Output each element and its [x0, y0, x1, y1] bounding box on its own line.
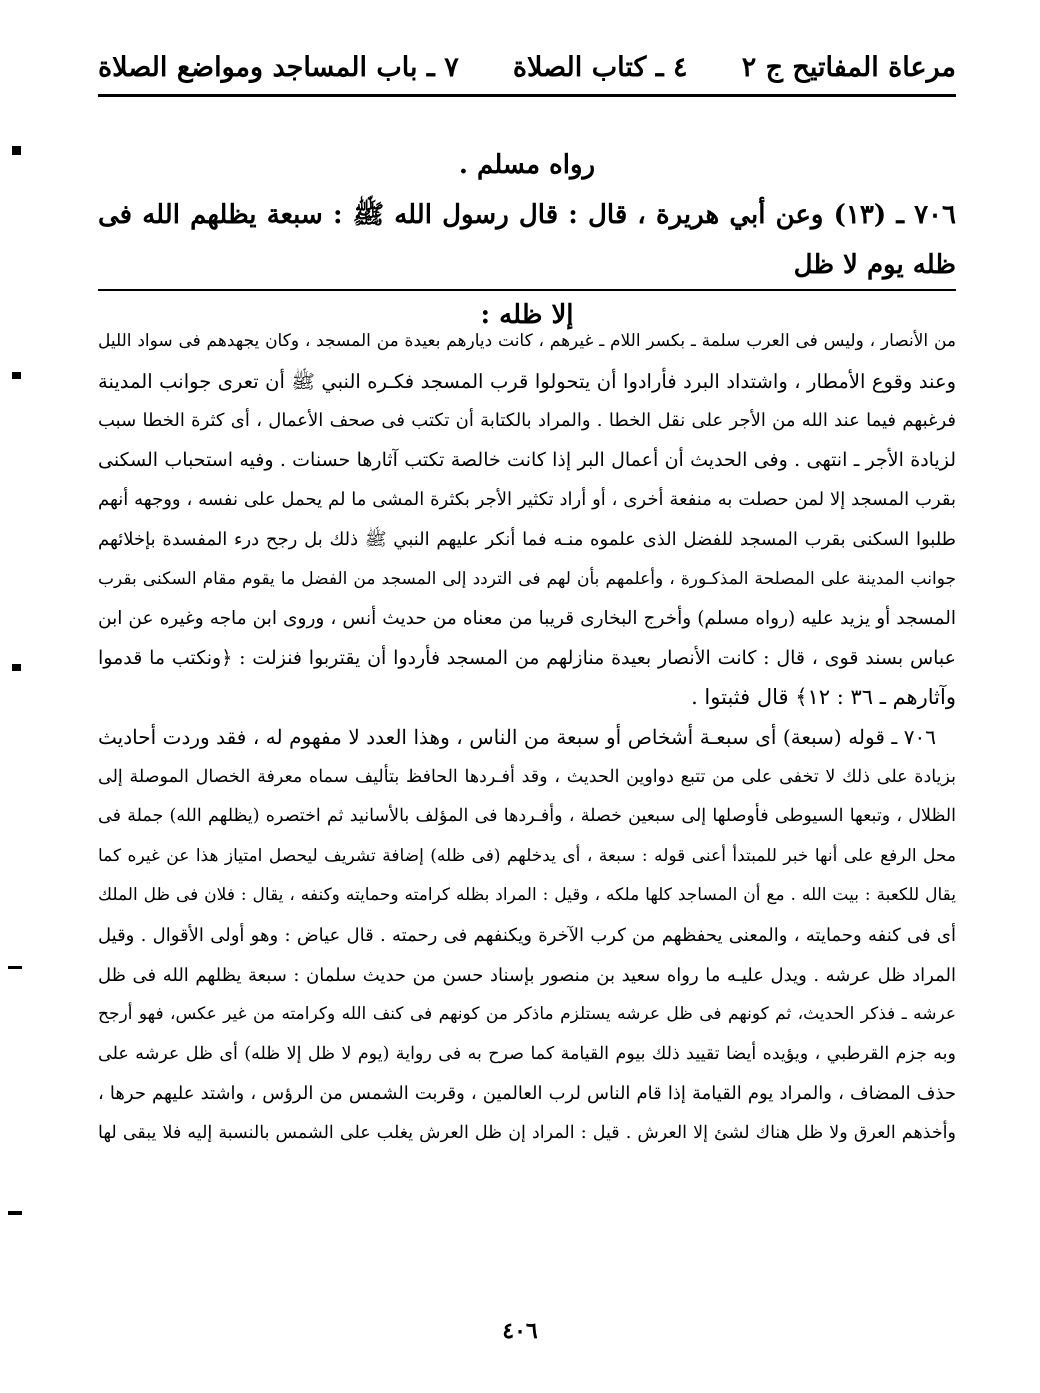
commentary-line: من الأنصار ، وليس فى العرب سلمة ـ بكسر اللام ـ غيرهم ، كانت ديارهم بعيدة من المسجد ، وكان يجهدهم فى سواد الليل: [98, 331, 956, 351]
commentary-line: المسجد أو يزيد عليه (رواه مسلم) وأخرج البخارى قريبا من معناه من حديث أنس ، وروى ابن ماجه وغيره عن ابن: [98, 608, 956, 630]
commentary-line: فرغبهم فيما عند الله من الأجر على نقل الخطا . والمراد بالكتابة أن تكتب فى صحف الأعمال ، أى كثرة الخطا سبب: [98, 410, 956, 432]
commentary-line: لزيادة الأجر ـ انتهى . وفى الحديث أن أعمال البر إذا كانت خالصة تكتب آثارها حسنات . وفيه استحباب السكنى: [98, 448, 956, 471]
hadith-text: [98, 140, 956, 340]
commentary-line: ٧٠٦ ـ قوله (سبعة) أى سبعـة أشخاص أو سبعة من الناس ، وهذا العدد لا مفهوم له ، فقد وردت أحاديث: [98, 724, 936, 749]
commentary-line: وبه جزم القرطبي ، ويؤيده أيضا تقييد ذلك بيوم القيامة كما صرح به فى رواية (يوم لا ظل إلا ظله) أى ظل عرشه على: [98, 1043, 956, 1064]
header-rule: [98, 94, 956, 97]
commentary-line: المراد ظل عرشه . ويدل عليـه ما رواه سعيد بن منصور بإسناد حسن من حديث سلمان : سبعة يظلهم الله فى ظل: [98, 964, 956, 986]
commentary-line: وأخذهم العرق ولا ظل هناك لشئ إلا العرش . قيل : المراد إن ظل العرش يغلب على الشمس بالنسبة إليه فلا يبقى لها: [98, 1122, 956, 1143]
commentary-line: أى فى كنفه وحمايته ، والمعنى يحفظهم من كرب الآخرة ويكنفهم فى رحمته . قال عياض : وهو أولى الأقوال . وقيل: [98, 924, 956, 946]
riwayah-line: رواه مسلم .: [458, 150, 596, 180]
scan-mark: [12, 372, 21, 379]
running-header: [98, 42, 956, 92]
header-chapter-title: ٧ ـ باب المساجد ومواضع الصلاة: [98, 51, 459, 83]
commentary-line: حذف المضاف ، والمراد يوم القيامة إذا قام الناس لرب العالمين ، وقربت الشمس من الرؤس ، واشتد عليهم حرها ،: [98, 1083, 956, 1105]
hadith-line-1: ٧٠٦ ـ (١٣) وعن أبي هريرة ، قال : قال رسول الله ﷺ : سبعة يظلهم الله فى ظله يوم لا ظل: [98, 200, 956, 280]
scan-mark: [8, 966, 22, 969]
commentary: [98, 322, 956, 1153]
commentary-line: عباس بسند قوى ، قال : كانت الأنصار بعيدة منازلهم من المسجد فأردوا أن يقتربوا فنزلت : ﴿ونكتب ما قدموا: [98, 646, 956, 669]
header-book-title: مرعاة المفاتيح ج ٢: [741, 51, 956, 83]
commentary-line: عرشه ـ فذكر الحديث، ثم كونهم فى ظل عرشه يستلزم ماذكر من كونهم فى كنف الله وكرامته من غير عكس، فهو أرجح: [98, 1004, 956, 1025]
commentary-line: بقرب المسجد إلا لمن حصلت به منفعة أخرى ، أو أراد تكثير الأجر بكثرة المشى ما لم يحمل على نفسه ، ووجهه أنهم: [98, 489, 956, 511]
hadith-line-2: إلا ظله :: [480, 300, 574, 330]
commentary-line: طلبوا السكنى بقرب المسجد للفضل الذى علموه منـه فما أنكر عليهم النبي ﷺ ذلك بل رجح درء المفسدة بإخلائهم: [98, 528, 956, 550]
header-section-title: ٤ ـ كتاب الصلاة: [512, 51, 688, 83]
commentary-line: وعند وقوع الأمطار ، واشتداد البرد فأرادوا أن يتحولوا قرب المسجد فكـره النبي ﷺ أن تعرى جوانب المدينة: [98, 369, 956, 393]
commentary-line: وآثارهم ـ ٣٦ : ١٢﴾ قال فثبتوا .: [691, 685, 956, 710]
commentary-line: يقال للكعبة : بيت الله . مع أن المساجد كلها ملكه ، وقيل : المراد بظله كرامته وحمايته وكنفه ، يقال : فلان فى ظل الملك: [98, 885, 956, 906]
commentary-line: جوانب المدينة على المصلحة المذكـورة ، وأعلمهم بأن لهم فى التردد إلى المسجد من الفضل ما يقوم مقام السكنى بقرب: [98, 568, 956, 589]
scan-mark: [8, 1211, 22, 1215]
text-divider: [98, 289, 956, 291]
scan-mark: [12, 146, 21, 155]
scan-mark: [12, 664, 21, 671]
page-number: ٤٠٦: [502, 1318, 538, 1344]
commentary-line: بزيادة على ذلك لا تخفى على من تتبع دواوين الحديث ، وقد أفـردها الحافظ بتأليف سماه معرفة الخصال الموصلة إلى: [98, 766, 956, 787]
commentary-line: محل الرفع على أنها خبر للمبتدأ أعنى قوله : سبعة ، أى يدخلهم (فى ظله) إضافة تشريف ليحصل امتياز هذا عن غيره كما: [98, 845, 956, 866]
commentary-line: الظلال ، وتبعها السيوطى فأوصلها إلى سبعين خصلة ، وأفـردها فى المؤلف بالأسانيد ثم اختصره (يظلهم الله) جملة فى: [98, 806, 956, 827]
